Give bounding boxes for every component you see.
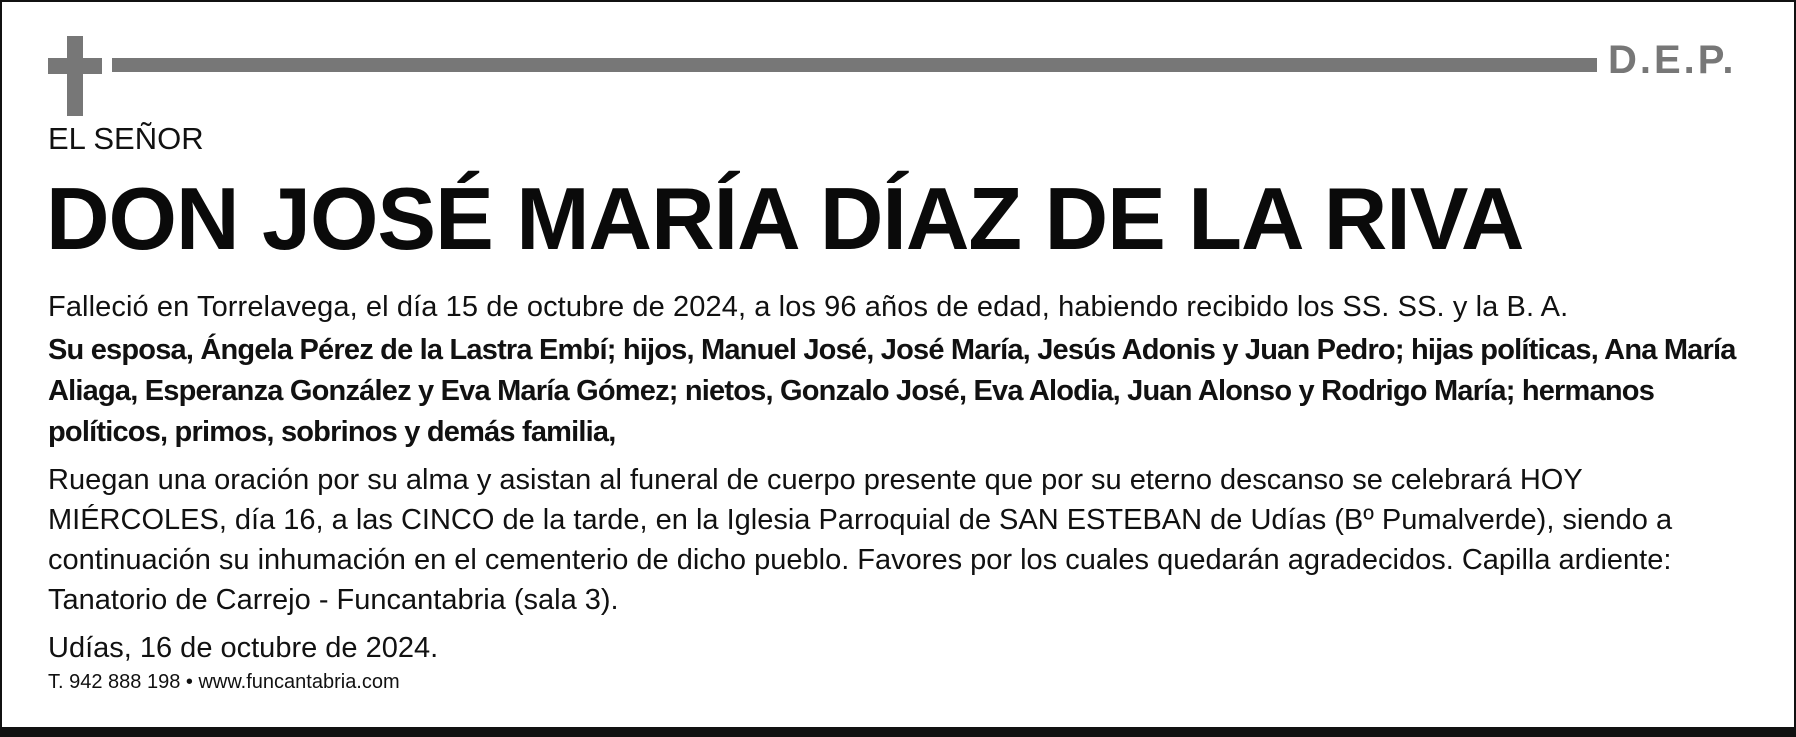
death-announcement: Falleció en Torrelavega, el día 15 de octubre de 2024, a los 96 años de edad, habiendo recibido los SS. SS. y la B. A. [48, 291, 1569, 323]
funeral-request: Ruegan una oración por su alma y asistan al funeral de cuerpo presente que por su eterno descanso se celebrará HOY MIÉRCOLES, día 16, a las CINCO de la tarde, en la Iglesia Parroquial de SAN ESTEBAN de Udías (Bº Pumalverde), siendo a continuación su inhumación en el cementerio de dicho pueblo. Favores por los cuales quedarán agradecidos. Capilla ardiente: Tanatorio de Carrejo - Funcantabria (sala 3). [48, 464, 1673, 616]
header-rule [112, 58, 1597, 72]
honorific: EL SEÑOR [48, 121, 204, 156]
contact-line: T. 942 888 198 • www.funcantabria.com [48, 671, 400, 693]
family-list: Su esposa, Ángela Pérez de la Lastra Embí; hijos, Manuel José, José María, Jesús Adonis y Juan Pedro; hijas políticas, Ana María Aliaga, Esperanza González y Eva María Gómez; nietos, Gonzalo José, Eva Alodia, Juan Alonso y Rodrigo María; hermanos políticos, primos, sobrinos y demás familia, [48, 334, 1736, 448]
deceased-name: DON JOSÉ MARÍA DÍAZ DE LA RIVA [46, 169, 1524, 268]
place-date: Udías, 16 de octubre de 2024. [48, 632, 439, 664]
dep-badge: D.E.P. [1608, 38, 1737, 82]
cross-icon [48, 36, 102, 116]
